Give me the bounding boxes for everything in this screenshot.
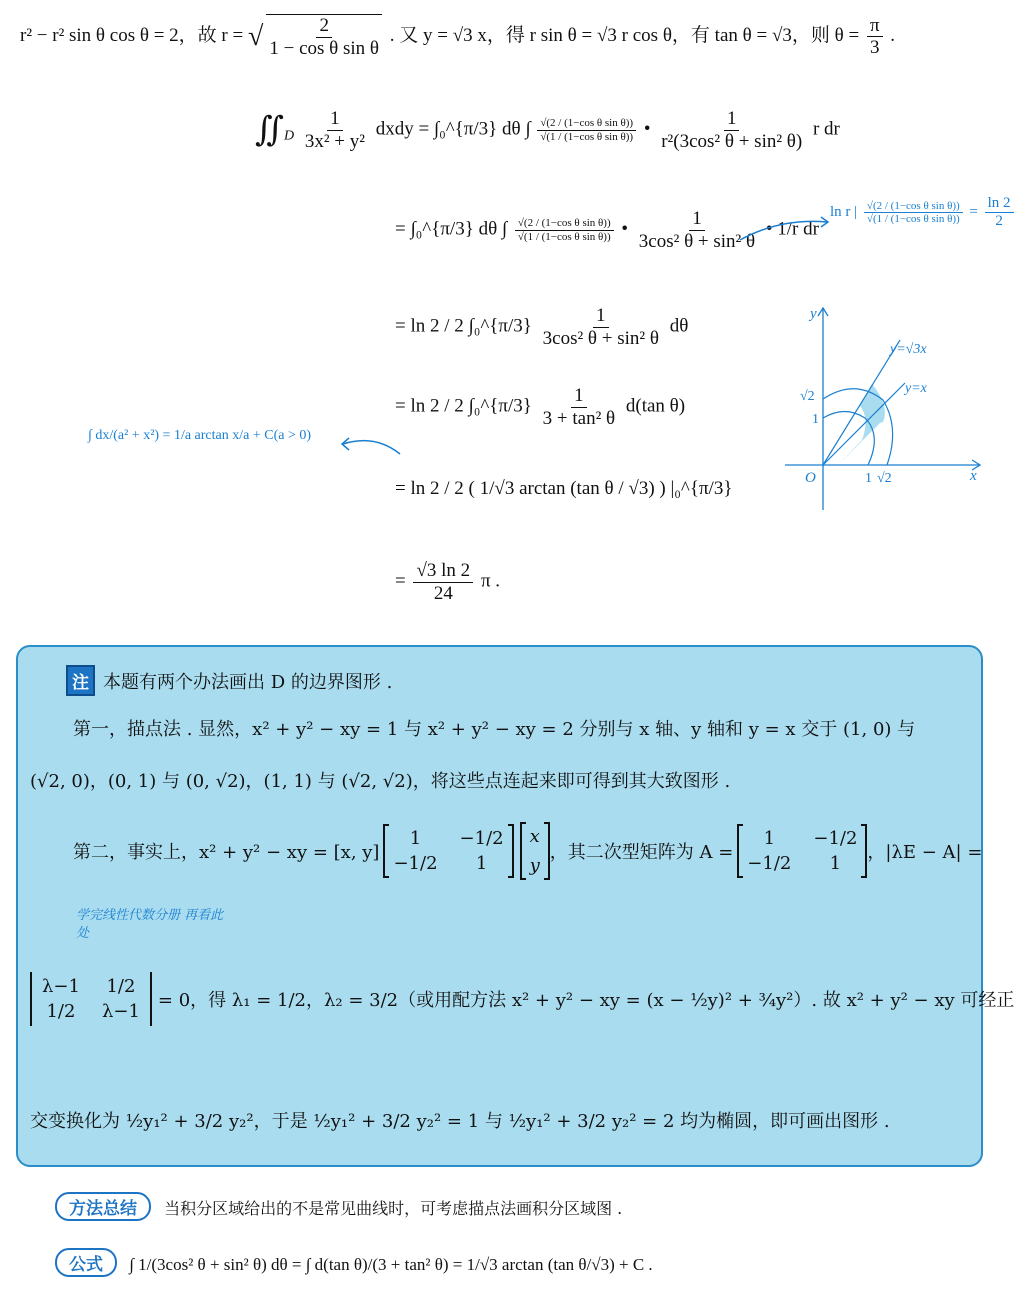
s2-den: 3cos² θ + sin² θ <box>638 230 756 252</box>
s5-limits: |₀^{π/3} <box>670 478 733 499</box>
a21: −1/2 <box>747 853 792 874</box>
method-summary <box>55 1192 622 1221</box>
vector-xy <box>520 822 550 880</box>
ln-note-bot: √(1 / (1−cos θ sin θ)) <box>866 213 960 226</box>
s6-num: √3 ln 2 <box>413 560 473 583</box>
ln-note: ln r | $\frac{\text{√(2 / (1−cos θ sin θ))}}{\text{√(1 / (1−cos θ sin θ))}}$ = $\frac{\ln 2}{2}$ <box>830 195 1017 231</box>
top-eq-root-num: 2 <box>316 15 332 38</box>
theta-den: 3 <box>870 37 880 59</box>
d12: 1/2 <box>106 976 136 997</box>
ln-note-arrow <box>735 210 835 250</box>
formula-row <box>55 1248 653 1277</box>
s1-limit-top: √(2 / (1−cos θ sin θ)) <box>537 117 636 131</box>
s1-den: r²(3cos² θ + sin² θ) <box>661 130 803 152</box>
s3-den: 3cos² θ + sin² θ <box>542 327 659 349</box>
theta-num: π <box>867 15 883 38</box>
s3-tail: dθ <box>669 315 689 337</box>
s6-tail: π . <box>480 570 501 592</box>
note-box <box>16 645 1015 1167</box>
s4-prefix: = ln 2 / 2 ∫₀^{π/3} <box>395 395 532 417</box>
axis-y-label: y <box>810 306 817 322</box>
tick-x-sqrt2: √2 <box>877 471 892 486</box>
d21: 1/2 <box>46 1001 76 1022</box>
d22: λ−1 <box>101 1001 140 1022</box>
s1-limit-bot: √(1 / (1−cos θ sin θ)) <box>540 130 634 143</box>
line-y-eq-x <box>823 383 905 465</box>
top-eq-root-fraction <box>266 14 382 60</box>
vec-x: x <box>529 826 540 847</box>
s1-num: 1 <box>724 108 740 131</box>
note-tag: 注 <box>66 665 95 696</box>
line-sqrt3x <box>823 340 900 465</box>
top-equation-line: r² − r² sin θ cos θ = 2，故 r = √ $\frac{2}{\text{1 − cos θ sin θ}}$ . 又 y = √3 x，得 r sin θ = √3 r cos θ，有 tan θ = √3，则 θ = $\frac{\pi}{3}$ . <box>20 14 896 59</box>
vec-y: y <box>529 855 540 876</box>
a22: 1 <box>829 853 842 874</box>
axis-x-label: x <box>970 468 977 484</box>
m12: −1/2 <box>459 828 504 849</box>
summary-text: 当积分区域给出的不是常见曲线时，可考虑描点法画积分区域图 . <box>164 1199 623 1218</box>
s2-tail: • 1/r dr <box>765 218 819 240</box>
formula-text: ∫ 1/(3cos² θ + sin² θ) dθ = ∫ d(tan θ)/(3 + tan² θ) = 1/√3 arctan (tan θ/√3) + C . <box>129 1255 653 1274</box>
note-line-5 <box>30 972 1014 1026</box>
summary-tag: 方法总结 <box>55 1192 151 1221</box>
s1-tail: r dr <box>812 118 840 140</box>
s1-lhs-num: 1 <box>327 108 343 131</box>
note-l5: = 0，得 λ₁ = 1/2，λ₂ = 3/2（或用配方法 x² + y² − xy = (x − ½y)² + ¾y²）. 故 x² + y² − xy 可经正 <box>157 990 1015 1011</box>
origin-label: O <box>805 470 816 486</box>
s4-num: 1 <box>571 385 587 408</box>
tick-y-sqrt2: √2 <box>800 389 815 404</box>
note-l4c: ，|λE − A| = <box>867 842 983 863</box>
label-y-eq-x: y=x <box>905 381 927 396</box>
m22: 1 <box>475 853 488 874</box>
tick-y-1: 1 <box>812 412 819 427</box>
s2-limit-top: √(2 / (1−cos θ sin θ)) <box>515 217 614 231</box>
note-line-2: 第一，描点法 . 显然，x² + y² − xy = 1 与 x² + y² − xy = 2 分别与 x 轴、y 轴和 y = x 交于 (1, 0) 与 <box>73 719 916 740</box>
note-line-4 <box>73 822 982 880</box>
step-5 <box>395 478 732 500</box>
note-line-6: 交变换化为 ½y₁² + 3/2 y₂²，于是 ½y₁² + 3/2 y₂² = 1 与 ½y₁² + 3/2 y₂² = 2 均为椭圆，即可画出图形 . <box>30 1111 890 1132</box>
s2-limit-bot: √(1 / (1−cos θ sin θ)) <box>517 230 611 243</box>
a11: 1 <box>763 828 776 849</box>
s2-num: 1 <box>689 208 705 231</box>
s6-den: 24 <box>433 582 453 604</box>
matrix-a <box>737 824 867 878</box>
ln-note-den: 2 <box>995 213 1003 230</box>
note-line-1 <box>66 665 392 696</box>
arctan-note: ∫ dx/(a² + x²) = 1/a arctan x/a + C(a > 0) <box>88 428 312 443</box>
m21: −1/2 <box>393 853 438 874</box>
d11: λ−1 <box>42 976 80 997</box>
matrix-inline <box>383 824 513 878</box>
s4-tail: d(tan θ) <box>625 395 686 417</box>
s1-lhs-den: 3x² + y² <box>304 130 365 152</box>
determinant <box>30 972 152 1026</box>
tick-x-1: 1 <box>865 471 872 486</box>
s1-lhs-tail: dxdy = <box>375 118 430 140</box>
step-6 <box>395 560 500 605</box>
ln-note-top: √(2 / (1−cos θ sin θ)) <box>864 200 963 214</box>
step-3 <box>395 305 688 350</box>
step-2: = ∫₀^{π/3} dθ ∫ $\frac{\text{√(2 / (1−cos θ sin θ))}}{\text{√(1 / (1−cos θ sin θ))}}$ • $\frac{1}{\text{3cos² θ + sin² θ}}$ • 1/r dr <box>395 208 819 252</box>
s1-dot: • <box>643 118 651 140</box>
top-eq-part2: . 又 y = √3 x，得 r sin θ = √3 r cos θ，有 tan θ = √3，则 θ = <box>389 25 860 47</box>
s5-body: ( 1/√3 arctan (tan θ / √3) ) <box>468 478 666 499</box>
s6-prefix: = <box>395 570 406 592</box>
note-line-3: (√2, 0)，(0, 1) 与 (0, √2)，(1, 1) 与 (√2, √2)，将这些点连起来即可得到其大致图形 . <box>30 771 731 792</box>
ln-note-num: ln 2 <box>985 195 1014 213</box>
top-eq-part1: r² − r² sin θ cos θ = 2，故 r = <box>20 25 244 47</box>
s2-prefix: = ∫₀^{π/3} dθ ∫ <box>395 218 508 240</box>
note-l4a: 第二，事实上，x² + y² − xy = [x, y] <box>73 842 380 863</box>
note-l4b: ，其二次型矩阵为 A = <box>549 842 734 863</box>
a12: −1/2 <box>813 828 858 849</box>
region-graph <box>765 300 985 515</box>
s3-prefix: = ln 2 / 2 ∫₀^{π/3} <box>395 315 532 337</box>
arctan-note-arrow <box>335 432 405 462</box>
top-eq-root-den: 1 − cos θ sin θ <box>269 37 380 59</box>
s1-integral: ∫₀^{π/3} dθ ∫ <box>433 118 531 140</box>
formula-tag: 公式 <box>55 1248 117 1277</box>
note-l1: 本题有两个办法画出 D 的边界图形 . <box>103 672 393 693</box>
s3-num: 1 <box>593 305 609 328</box>
step-4 <box>395 385 685 430</box>
m11: 1 <box>409 828 422 849</box>
s4-den: 3 + tan² θ <box>542 407 616 429</box>
top-eq-theta-fraction <box>867 15 883 60</box>
label-sqrt3x: y=√3x <box>890 342 927 357</box>
s5-prefix: = ln 2 / 2 <box>395 478 464 499</box>
step-1: $∬_D$ $\frac{1}{\text{3x² + y²}}$ dxdy = ∫₀^{π/3} dθ ∫ $\frac{\text{√(2 / (1−cos θ sin θ))}}{\text{√(1 / (1−cos θ sin θ))}}$ • $\frac{1}{\text{r²(3cos² θ + sin² θ)}}$ r dr <box>255 108 840 152</box>
handwritten-note: 学完线性代数分册 再看此处 <box>76 908 224 942</box>
